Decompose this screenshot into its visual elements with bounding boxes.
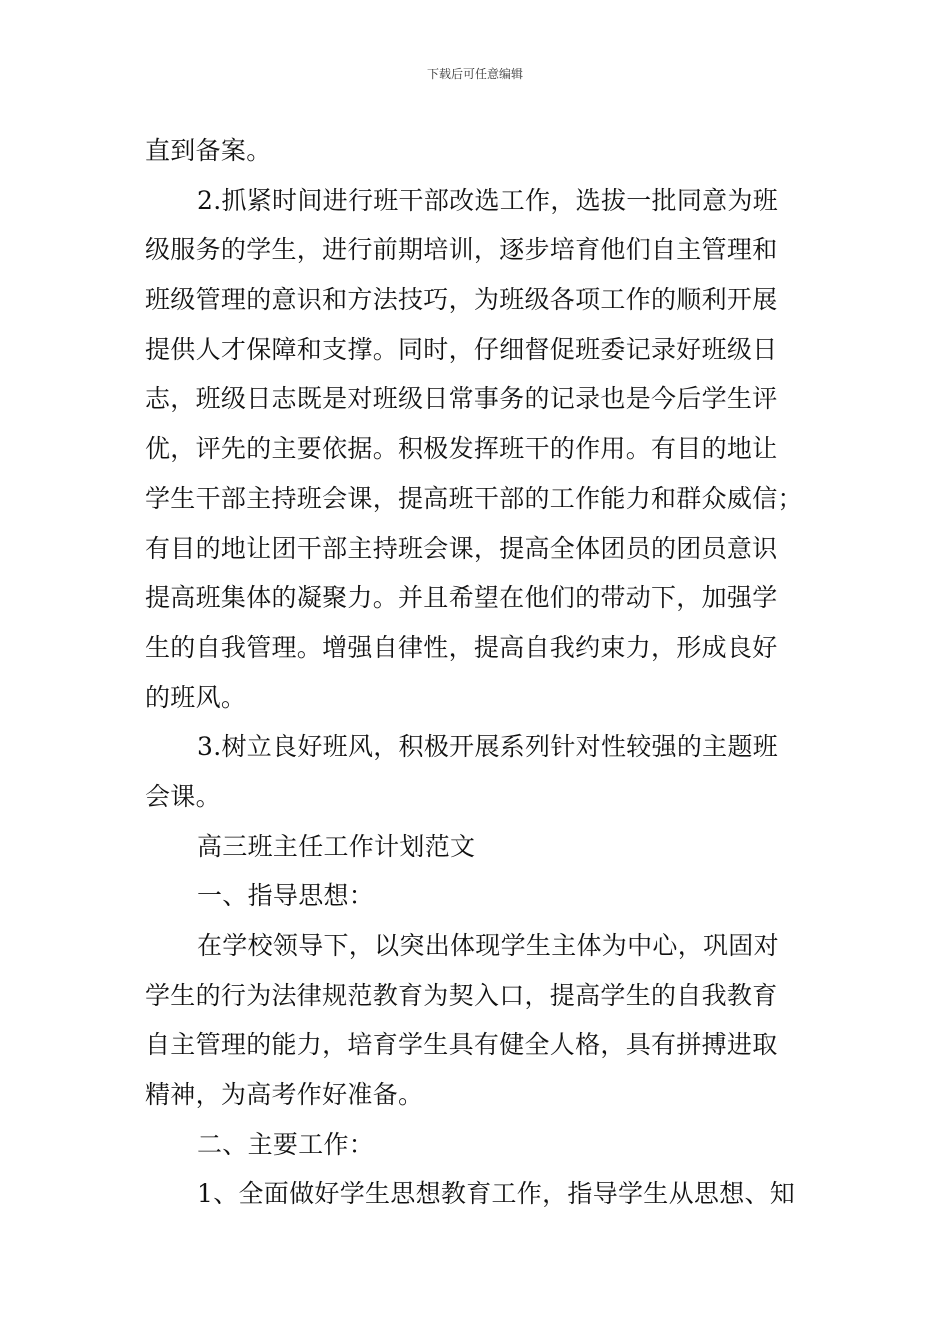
text-line: 会课。 <box>145 781 221 811</box>
text-line: 生的自我管理。增强自律性，提高自我约束力，形成良好 <box>145 632 778 662</box>
text-line: 二、主要工作： <box>197 1129 375 1159</box>
text-line: 1、全面做好学生思想教育工作，指导学生从思想、知 <box>197 1179 796 1209</box>
page-header: 下载后可任意编辑 <box>426 67 523 81</box>
text-line: 在学校领导下，以突出体现学生主体为中心，巩固对 <box>197 931 779 960</box>
text-line: 的班风。 <box>145 682 247 712</box>
text-line: 直到备案。 <box>145 136 272 165</box>
text-line: 学生的行为法律规范教育为契入口，提高学生的自我教育 <box>145 980 778 1010</box>
text-line: 提高班集体的凝聚力。并且希望在他们的带动下，加强学 <box>145 583 778 613</box>
text-line: 高三班主任工作计划范文 <box>197 831 476 861</box>
text-line: 2.抓紧时间进行班干部改选工作，选拔一批同意为班 <box>197 185 779 215</box>
text-line: 精神，为高考作好准备。 <box>145 1080 424 1110</box>
text-line: 自主管理的能力，培育学生具有健全人格，具有拼搏进取 <box>145 1030 778 1060</box>
text-line: 级服务的学生，进行前期培训，逐步培育他们自主管理和 <box>145 235 778 265</box>
text-line: 3.树立良好班风，积极开展系列针对性较强的主题班 <box>197 732 779 762</box>
text-line: 班级管理的意识和方法技巧，为班级各项工作的顺利开展 <box>145 285 778 315</box>
text-line: 学生干部主持班会课，提高班干部的工作能力和群众威信； <box>145 483 803 513</box>
text-line: 志，班级日志既是对班级日常事务的记录也是今后学生评 <box>145 384 778 414</box>
text-line: 优，评先的主要依据。积极发挥班干的作用。有目的地让 <box>145 434 778 464</box>
text-line: 一、指导思想： <box>197 881 375 911</box>
text-line: 提供人才保障和支撑。同时，仔细督促班委记录好班级日 <box>145 334 778 364</box>
document-body <box>145 126 807 1219</box>
text-line: 有目的地让团干部主持班会课，提高全体团员的团员意识 <box>145 533 778 563</box>
